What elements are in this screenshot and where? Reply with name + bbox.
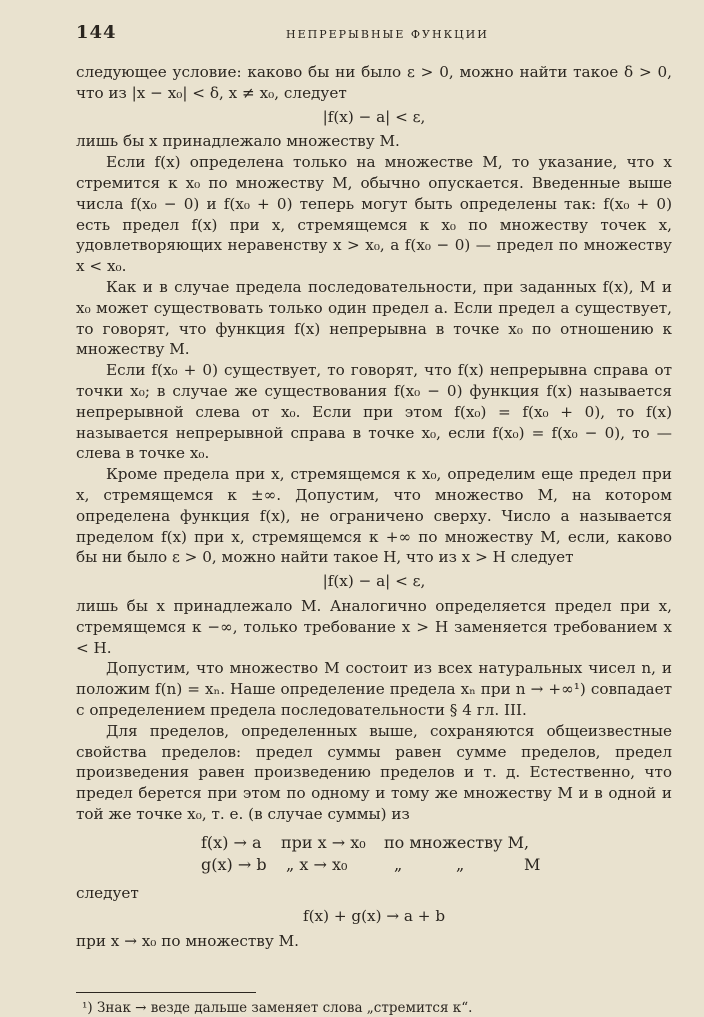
limit-expr: „ <box>456 854 465 874</box>
paragraph: лишь бы x принадлежало множеству M. <box>76 132 400 151</box>
paragraph: Допустим, что множество M состоит из всех натуральных чисел n, и положим f(n) = xₙ. Наше определение предела xₙ при n → +∞¹) совпадает с определением предела последовательности § 4 гл. III. <box>76 659 672 719</box>
limit-expr: при x → x₀ <box>281 832 366 852</box>
footnote-text: Знак → везде дальше заменяет слова „стремится к“. <box>96 1000 473 1017</box>
paragraph: Для пределов, определенных выше, сохраняются общеизвестные свойства пределов: предел суммы равен сумме пределов, предел произведения равен произведению пределов и т. д. Естественно, что предел берется при этом по одному и тому же множеству M и в одной и той же точке x₀, т. е. (в случае суммы) из <box>76 721 672 823</box>
footnote-mark: ¹) <box>82 1000 93 1017</box>
page-header <box>76 22 664 46</box>
limit-expr: „ <box>394 854 403 874</box>
paragraph: следует <box>76 883 139 902</box>
page-body <box>76 62 672 1017</box>
footnote <box>76 999 672 1017</box>
display-formula: |f(x) − a| < ε, <box>322 572 426 591</box>
running-title: НЕПРЕРЫВНЫЕ ФУНКЦИИ <box>286 28 489 41</box>
paragraph: Кроме предела при x, стремящемся к x₀, определим еще предел при x, стремящемся к ±∞. Допустим, что множество M, на котором определена функция f(x), не ограничено сверху. Число a называется пределом f(x) при x, стремящемся к +∞ по множеству M, если, каково бы ни было ε > 0, можно найти такое H, что из x > H следует <box>76 465 672 567</box>
limit-expr: по множеству M, <box>384 832 530 852</box>
limit-expr: f(x) → a <box>201 832 262 852</box>
limit-expr: M <box>524 854 541 874</box>
limit-expr: g(x) → b <box>201 854 267 874</box>
paragraph: Если f(x) определена только на множестве M, то указание, что x стремится к x₀ по множеству M, обычно опускается. Введенные выше числа f(x₀ − 0) и f(x₀ + 0) теперь могут быть определены так: f(x₀ + 0) есть предел f(x) при x, стремящемся к x₀ по множеству точек x, удовлетворяющих неравенству x > x₀, а f(x₀ − 0) — предел по множеству x < x₀. <box>76 153 672 276</box>
paragraph: лишь бы x принадлежало M. Аналогично определяется предел при x, стремящемся к −∞, только требование x > H заменяется требованием x < H. <box>76 596 672 657</box>
paragraph: при x → x₀ по множеству M. <box>76 932 299 951</box>
display-formula: |f(x) − a| < ε, <box>322 107 426 126</box>
paragraph: Если f(x₀ + 0) существует, то говорят, что f(x) непрерывна справа от точки x₀; в случае же существования f(x₀ − 0) функция f(x) называется непрерывной слева от x₀. Если при этом f(x₀) = f(x₀ + 0), то f(x) называется непрерывной справа в точке x₀, если f(x₀) = f(x₀ − 0), то — слева в точке x₀. <box>76 361 672 463</box>
limit-conditions <box>76 833 672 877</box>
display-formula: f(x) + g(x) → a + b <box>302 907 446 926</box>
paragraph: Как и в случае предела последовательности, при заданных f(x), M и x₀ может существовать только один предел a. Если предел a существует, то говорят, что функция f(x) непрерывна в точке x₀ по отношению к множеству M. <box>76 277 672 359</box>
limit-expr: „ x → x₀ <box>286 854 348 874</box>
paragraph: следующее условие: каково бы ни было ε > 0, можно найти такое δ > 0, что из |x − x₀| < δ, x ≠ x₀, следует <box>76 63 672 102</box>
limit-row <box>76 833 672 855</box>
page-number: 144 <box>76 22 117 43</box>
footnote-divider <box>76 992 256 993</box>
limit-row <box>76 855 672 877</box>
